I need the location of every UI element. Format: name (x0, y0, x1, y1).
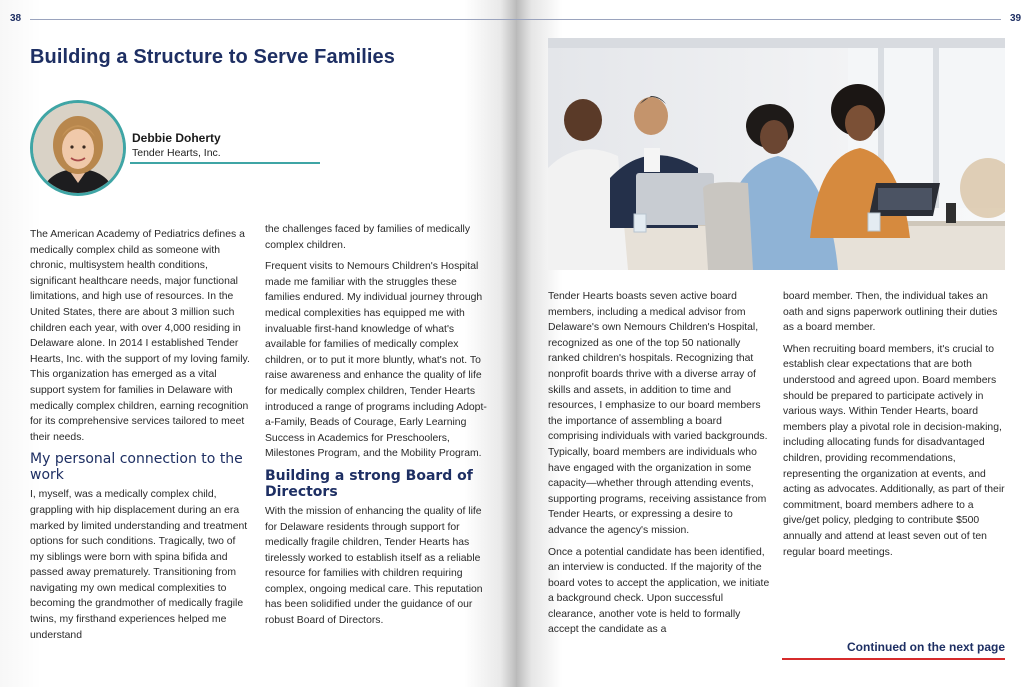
continued-underline (782, 658, 1005, 660)
paragraph: board member. Then, the individual takes an oath and signs paperwork outlining their duties as a board member. (783, 291, 998, 334)
paragraph: Once a potential candidate has been identified, an interview is conducted. If the majority of the board votes to accept the application, we initiate a background check. Upon successful clearance, another vote is held to formally accept the candidate as a (548, 546, 770, 636)
paragraph: With the mission of enhancing the quality of life for Delaware residents through support for medically fragile children, Tender Hearts has tirelessly worked to establish itself as a reliable resource for families with children requiring complex, ongoing medical care. This reputation has been solidified under the guidance of our robust Board of Directors. (265, 505, 483, 627)
paragraph: The American Academy of Pediatrics defines a medically complex child as someone with chronic, multisystem health conditions, significant healthcare needs, major functional limitations, and high use of resources. In the United States, there are about 3 million such children each year, with over 4,000 residing in Delaware alone. In 2014 I established Tender Hearts, Inc. with the support of my loving family. This organization has emerged as a vital support system for families in Delaware with medically complex children, earning recognition for its comprehensive services tailored to meet their needs. (30, 229, 250, 443)
left-column-1 (30, 227, 252, 649)
author-name: Debbie Doherty (132, 131, 221, 145)
paragraph: I, myself, was a medically complex child, grappling with hip displacement during an era marked by limited understanding and treatment options for such conditions. Tragically, two of my siblings were born with spina bifida and passed away prematurely. Transitioning from navigating my own medical complexities to becoming the grandmother of medically fragile twins, my firsthand experiences helped me understand (30, 489, 248, 641)
section-heading: My personal connection to the work (30, 451, 243, 484)
author-organization: Tender Hearts, Inc. (132, 147, 221, 159)
right-page (516, 0, 1030, 687)
page-number-left: 38 (10, 13, 22, 24)
article-title: Building a Structure to Serve Families (30, 46, 396, 68)
author-underline (130, 162, 320, 164)
right-column-1 (548, 289, 770, 644)
paragraph: Frequent visits to Nemours Children's Hospital made me familiar with the struggles these families endured. My individual journey through medical complexities has equipped me with invaluable first-hand knowledge of what's available for families of medically complex children, or to put it more bluntly, what's not. To raise awareness and enhance the quality of life for medically complex children, Tender Hearts introduced a range of programs including Adopt-a-Family, Beads of Courage, Early Learning Success in Academics for Preschoolers, Milestones Program, and the Mobility Program. (265, 261, 487, 460)
paragraph: Tender Hearts boasts seven active board members, including a medical advisor from Delaware's own Nemours Children's Hospital, recognized as one of the top 50 nationally ranked children's hospitals. Recognizing that nonprofit boards thrive with a diverse array of skills and assets, in addition to time and resources, I emphasize to our board members the importance of assembling a board comprising individuals with varied backgrounds. Typically, board members are individuals who have engaged with the organization in some capacity—whether through attending events, supporting programs, receiving assistance from Tender Hearts, or expressing a desire to advance the agency's mission. (548, 291, 768, 536)
top-rule-left (30, 19, 516, 20)
continued-link[interactable]: Continued on the next page (847, 640, 1005, 654)
right-column-2 (783, 289, 1007, 566)
left-column-2 (265, 222, 489, 635)
meeting-photo (548, 38, 1005, 270)
page-number-right: 39 (1010, 13, 1022, 24)
paragraph: When recruiting board members, it's crucial to establish clear expectations that are both understood and agreed upon. Board members should be prepared to participate actively in various ways. Within Tender Hearts, board members play a pivotal role in decision-making, including allocating funds for disadvantaged children, providing recommendations, representing the organization at events, and acting as advocates. Additionally, as part of their commitment, board members adhere to a give/get policy, pledging to contribute $500 annually and attend at least seven out of ten regular board meetings. (783, 343, 1005, 558)
top-rule-right (516, 19, 1001, 20)
section-heading: Building a strong Board of Directors (265, 467, 473, 500)
paragraph: the challenges faced by families of medically complex children. (265, 224, 471, 251)
author-photo (30, 100, 126, 196)
